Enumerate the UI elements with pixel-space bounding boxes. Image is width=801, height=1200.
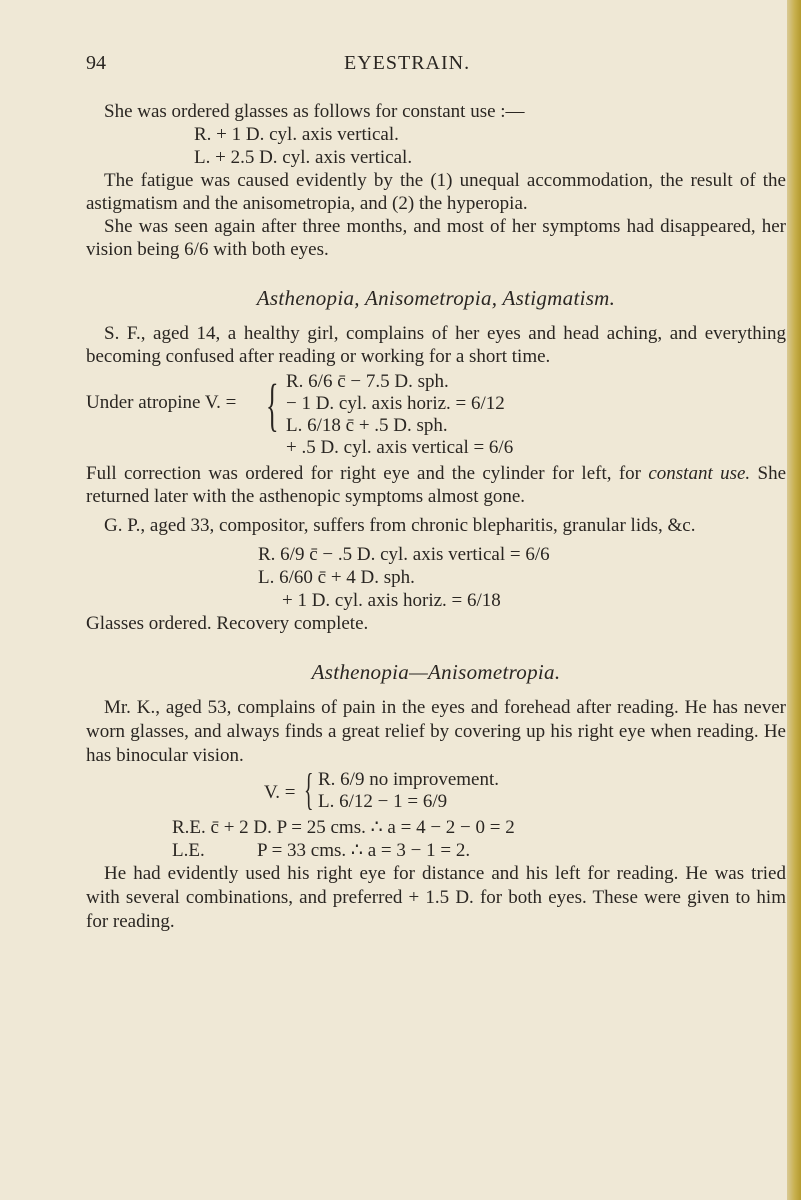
- paragraph: She was ordered glasses as follows for constant use :—: [104, 101, 525, 122]
- prescription-line: R. + 1 D. cyl. axis vertical.: [194, 124, 399, 145]
- running-head: EYESTRAIN.: [344, 52, 471, 74]
- book-page: [86, 52, 786, 934]
- calculation-line: R.E. c̄ + 2 D. P = 25 cms. ∴ a = 4 − 2 − 0 = 2: [172, 817, 515, 838]
- section-heading: Asthenopia, Anisometropia, Astigmatism.: [256, 286, 616, 310]
- page-edge: [787, 0, 801, 1200]
- vision-label: Under atropine V. =: [86, 392, 237, 413]
- paragraph: Mr. K., aged 53, complains of pain in the eyes and forehead after reading. He has never worn glasses, and always finds a great relief by covering up his right eye when reading. He has binocular vision.: [86, 697, 786, 766]
- paragraph: He had evidently used his right eye for distance and his left for reading. He was tried with several combinations, and preferred + 1.5 D. for both eyes. These were given to him for reading.: [86, 863, 786, 932]
- prescription-line: L. 6/60 c̄ + 4 D. sph.: [258, 567, 415, 588]
- vision-line: R. 6/6 c̄ − 7.5 D. sph.: [286, 371, 449, 392]
- paragraph: Glasses ordered. Recovery complete.: [86, 613, 369, 634]
- page-header: [86, 52, 786, 82]
- vision-label: V. =: [264, 782, 296, 803]
- prescription-line: + 1 D. cyl. axis horiz. = 6/18: [282, 590, 501, 611]
- paragraph: [86, 462, 786, 508]
- vision-line: L. 6/12 − 1 = 6/9: [318, 791, 448, 812]
- calculation-line: L.E. P = 33 cms. ∴ a = 3 − 1 = 2.: [172, 840, 471, 861]
- paragraph: G. P., aged 33, compositor, suffers from chronic blepharitis, granular lids, &c.: [104, 515, 696, 536]
- prescription: [86, 123, 786, 169]
- vision-block: [86, 765, 786, 816]
- vision-line: + .5 D. cyl. axis vertical = 6/6: [286, 437, 514, 458]
- prescription-line: R. 6/9 c̄ − .5 D. cyl. axis vertical = 6/6: [258, 544, 550, 565]
- vision-line: − 1 D. cyl. axis horiz. = 6/12: [286, 393, 505, 414]
- paragraph: S. F., aged 14, a healthy girl, complains of her eyes and head aching, and everything becoming confused after reading or working for a short time.: [86, 323, 786, 367]
- page-number: 94: [86, 52, 106, 74]
- vision-line: R. 6/9 no improvement.: [318, 769, 500, 790]
- brace-icon: {: [304, 765, 314, 814]
- brace-icon: {: [266, 372, 279, 437]
- atropine-vision-block: [86, 370, 786, 462]
- prescription: [86, 543, 786, 612]
- emphasis-text: constant use.: [648, 463, 751, 484]
- paragraph: She was seen again after three months, and most of her symptoms had disappeared, her vision being 6/6 with both eyes.: [86, 216, 786, 260]
- paragraph-text: Full correction was ordered for right eye and the cylinder for left, for: [86, 463, 649, 484]
- vision-line: L. 6/18 c̄ + .5 D. sph.: [286, 415, 448, 436]
- section-heading: Asthenopia—Anisometropia.: [311, 660, 561, 684]
- prescription-line: L. + 2.5 D. cyl. axis vertical.: [194, 147, 413, 168]
- paragraph-text: She returned later with the asthenopic symptoms almost gone.: [86, 463, 786, 507]
- paragraph: The fatigue was caused evidently by the (1) unequal accommodation, the result of the astigmatism and the anisometropia, and (2) the hyperopia.: [86, 170, 786, 214]
